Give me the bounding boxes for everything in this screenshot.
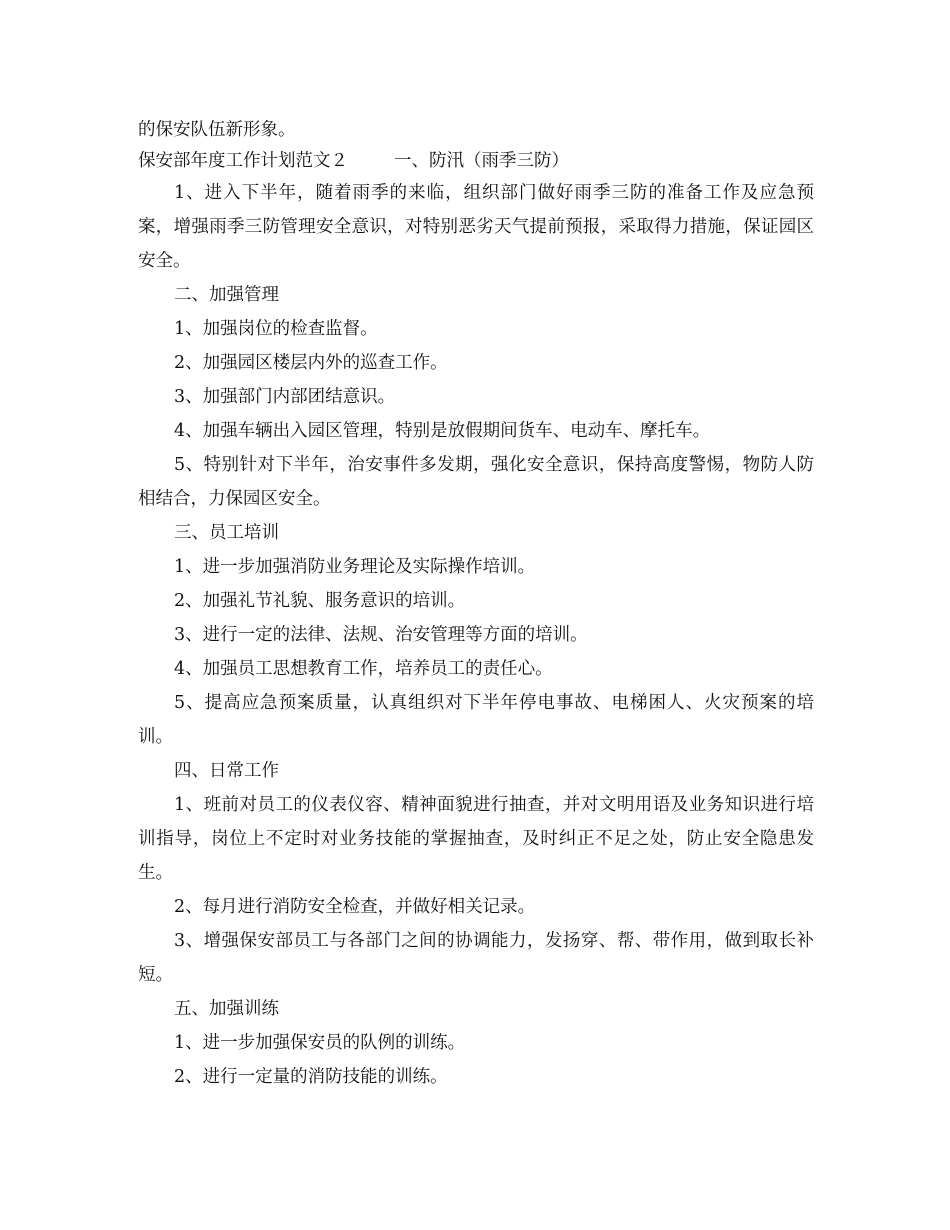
section-3-item-3: 3、进行一定的法律、法规、治安管理等方面的培训。: [174, 625, 588, 645]
intro-tail-text: 的保安队伍新形象。: [138, 120, 296, 140]
section-4-item-3: 3、增强保安部员工与各部门之间的协调能力，发扬穿、帮、带作用，做到取长补短。: [138, 931, 814, 985]
section-3-item-1: 1、进一步加强消防业务理论及实际操作培训。: [174, 557, 536, 577]
section-1-heading: 一、防汛（雨季三防）: [394, 151, 569, 171]
section-2-item-2: 2、加强园区楼层内外的巡查工作。: [174, 353, 448, 373]
section-5-item-1: 1、进一步加强保安员的队例的训练。: [174, 1033, 466, 1053]
section-2-item-3: 3、加强部门内部团结意识。: [174, 387, 396, 407]
section-3-heading: 三、员工培训: [174, 523, 279, 543]
section-5-heading: 五、加强训练: [174, 999, 279, 1019]
plan-title-row: [138, 146, 814, 176]
section-2-item-1: 1、加强岗位的检查监督。: [174, 319, 378, 339]
section-2-heading: 二、加强管理: [174, 285, 279, 305]
section-3-item-2: 2、加强礼节礼貌、服务意识的培训。: [174, 591, 466, 611]
document-body: [138, 114, 814, 1094]
section-4-item-2: 2、每月进行消防安全检查，并做好相关记录。: [174, 897, 536, 917]
section-1-item-1: 1、进入下半年，随着雨季的来临，组织部门做好雨季三防的准备工作及应急预案，增强雨季三防管理安全意识，对特别恶劣天气提前预报，采取得力措施，保证园区安全。: [138, 183, 814, 271]
section-3-item-5: 5、提高应急预案质量，认真组织对下半年停电事故、电梯困人、火灾预案的培训。: [138, 693, 814, 747]
section-3-item-4: 4、加强员工思想教育工作，培养员工的责任心。: [174, 659, 553, 679]
section-4-heading: 四、日常工作: [174, 761, 279, 781]
section-5-item-2: 2、进行一定量的消防技能的训练。: [174, 1067, 448, 1087]
section-2-item-4: 4、加强车辆出入园区管理，特别是放假期间货车、电动车、摩托车。: [174, 421, 711, 441]
section-2-item-5: 5、特别针对下半年，治安事件多发期，强化安全意识，保持高度警惕，物防人防相结合，力保园区安全。: [138, 455, 814, 509]
section-4-item-1: 1、班前对员工的仪表仪容、精神面貌进行抽查，并对文明用语及业务知识进行培训指导，岗位上不定时对业务技能的掌握抽查，及时纠正不足之处，防止安全隐患发生。: [138, 795, 814, 883]
plan-title: 保安部年度工作计划范文２: [138, 151, 348, 171]
